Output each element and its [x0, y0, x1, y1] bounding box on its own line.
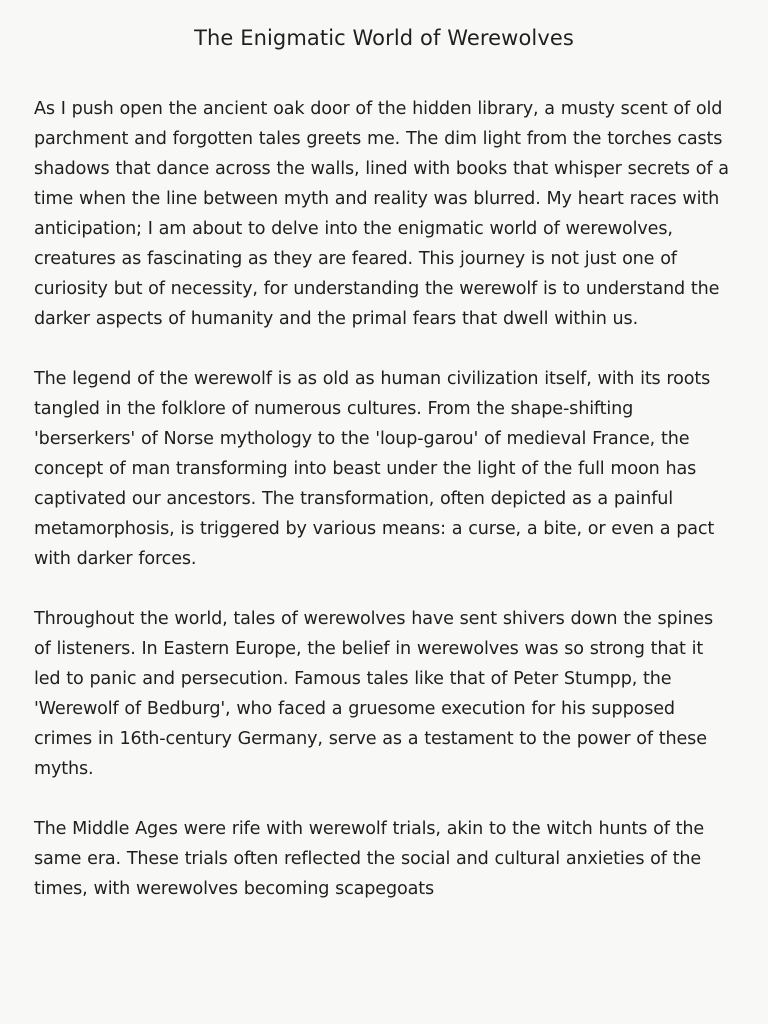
paragraph-werewolf-tales: Throughout the world, tales of werewolves have sent shivers down the spines of listeners. In Eastern Europe, the belief in werewolves was so strong that it led to panic and persecution. Famous tales like that of Peter Stumpp, the 'Werewolf of Bedburg', who faced a gruesome execution for his supposed crimes in 16th-century Germany, serve as a testament to the power of these myths. — [34, 609, 713, 779]
paragraph-library-intro: As I push open the ancient oak door of the hidden library, a musty scent of old parchment and forgotten tales greets me. The dim light from the torches casts shadows that dance across the walls, lined with books that whisper secrets of a time when the line between myth and reality was blurred. My heart races with anticipation; I am about to delve into the enigmatic world of werewolves, creatures as fascinating as they are feared. This journey is not just one of curiosity but of necessity, for understanding the werewolf is to understand the darker aspects of humanity and the primal fears that dwell within us. — [34, 99, 729, 329]
paragraph-middle-ages-trials: The Middle Ages were rife with werewolf trials, akin to the witch hunts of the same era. These trials often reflected the social and cultural anxieties of the times, with werewolves becoming scapegoats — [34, 819, 705, 899]
document-title: The Enigmatic World of Werewolves — [194, 26, 574, 50]
paragraph-werewolf-legend: The legend of the werewolf is as old as human civilization itself, with its roots tangled in the folklore of numerous cultures. From the shape-shifting 'berserkers' of Norse mythology to the 'loup-garou' of medieval France, the concept of man transforming into beast under the light of the full moon has captivated our ancestors. The transformation, often depicted as a painful metamorphosis, is triggered by various means: a curse, a bite, or even a pact with darker forces. — [34, 369, 715, 569]
